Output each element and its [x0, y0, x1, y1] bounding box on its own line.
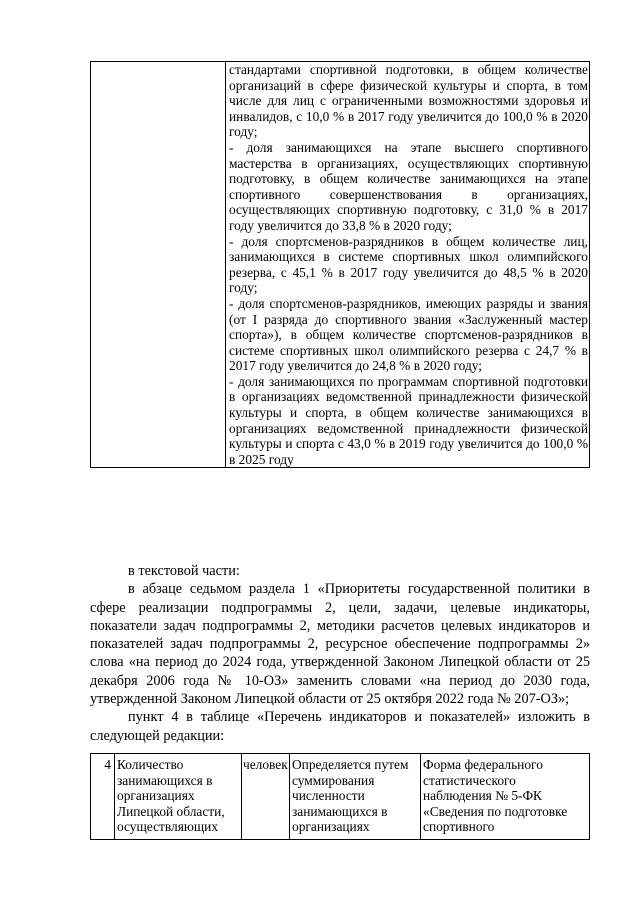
- continued-table: [90, 61, 590, 468]
- indicator-text: - доля занимающихся по программам спортивной подготовки в организациях ведомственной принадлежности физической культуры и спорта, в общем количестве занимающихся в организациях ведомственной принадлежности физической культуры и спорта с 43,0 % в 2019 году увеличится до 100,0 % в 2025 году: [229, 373, 588, 467]
- amendment-paragraph-1: в абзаце седьмом раздела 1 «Приоритеты государственной политики в сфере реализации подпрограммы 2, цели, задачи, целевые индикаторы, показатели задач подпрограммы 2, методики расчетов целевых индикаторов и показателей задач подпрограммы 2, ресурсное обеспечение подпрограммы 2» слова «на период до 2024 года, утвержденной Законом Липецкой области от 25 декабря 2006 года № 10-ОЗ» заменить словами «на период до 2030 года, утвержденной Законом Липецкой области от 25 октября 2022 года № 207-ОЗ»;: [90, 581, 590, 708]
- table-row: [91, 62, 590, 468]
- indicators-table: [90, 753, 590, 840]
- table-row: [91, 754, 590, 840]
- source-cell: Форма федерального статистического наблюдения № 5-ФК «Сведения по подготовке спортивного: [421, 754, 590, 840]
- amendment-text: [90, 562, 590, 745]
- indicator-text: стандартами спортивной подготовки, в общем количестве организаций в сфере физической культуры и спорта, в том числе для лиц с ограниченными возможностями здоровья и инвалидов, с 10,0 % в 2017 году увеличится до 100,0 % в 2020 году;: [229, 62, 588, 140]
- row-number-cell: 4: [91, 754, 115, 840]
- unit-cell: человек: [242, 754, 290, 840]
- indicator-name-cell: Количество занимающихся в организациях Липецкой области, осуществляющих: [115, 754, 242, 840]
- indicator-text: - доля спортсменов-разрядников, имеющих разряды и звания (от I разряда до спортивного звания «Заслуженный мастер спорта»), в общем количестве спортсменов-разрядников в системе спортивных школ олимпийского резерва с 24,7 % в 2017 году увеличится до 24,8 % в 2020 году;: [229, 295, 588, 374]
- method-cell: Определяется путем суммирования численности занимающихся в организациях: [290, 754, 421, 840]
- indicator-text: - доля спортсменов-разрядников в общем количестве лиц, занимающихся в системе спортивных школ олимпийского резерва, с 45,1 % в 2017 году увеличится до 48,5 % в 2020 году;: [229, 233, 588, 296]
- amendment-paragraph-2: пункт 4 в таблице «Перечень индикаторов и показателей» изложить в следующей редакции:: [90, 709, 590, 744]
- indicator-text: - доля занимающихся на этапе высшего спортивного мастерства в организациях, осуществляющих спортивную подготовку, в общем количестве занимающихся на этапе спортивного совершенствования в организациях, осуществляющих спортивную подготовку, с 31,0 % в 2017 году увеличится до 33,8 % в 2020 году;: [229, 139, 588, 233]
- text-part-line: в текстовой части:: [128, 563, 240, 579]
- empty-label-cell: [91, 62, 226, 468]
- indicators-cell: [226, 62, 590, 468]
